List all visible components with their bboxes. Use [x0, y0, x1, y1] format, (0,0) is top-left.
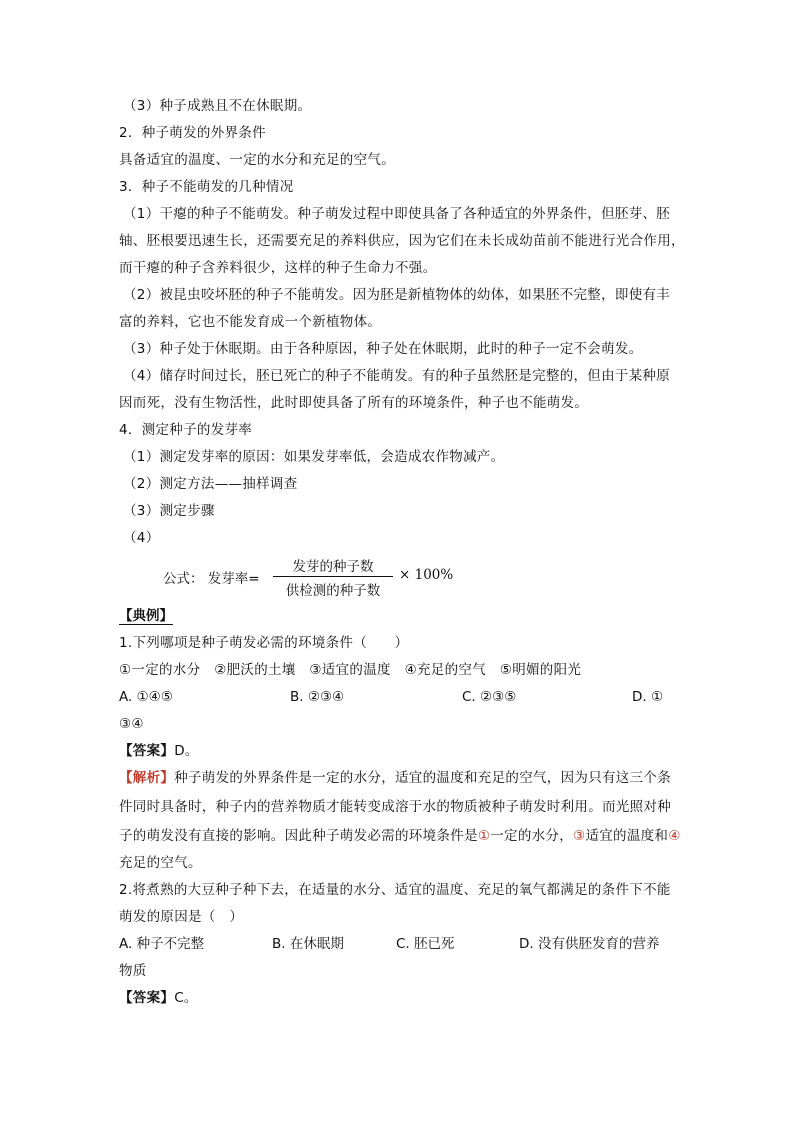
formula-denominator: 供检测的种子数	[285, 583, 381, 599]
question-2-option-c: C. 胚已死	[396, 936, 455, 952]
text-line: 具备适宜的温度、一定的水分和充足的空气。	[119, 152, 395, 168]
question-1-answer	[119, 741, 199, 761]
analysis-marker: ④	[668, 828, 681, 844]
question-2-option-b: B. 在休眠期	[272, 936, 344, 952]
question-1-analysis-line: 充足的空气。	[119, 855, 202, 871]
section-tag-examples	[119, 606, 173, 626]
question-1-analysis-line	[119, 768, 671, 788]
question-1-analysis-line	[119, 826, 681, 846]
text-line: 富的养料，它也不能发育成一个新植物体。	[119, 314, 382, 330]
heading-germination-external-conditions: 2．种子萌发的外界条件	[119, 125, 266, 141]
section-tag-text: 【典例】	[119, 608, 173, 624]
question-2-option-d-continued: 物质	[119, 963, 147, 979]
fraction-bar	[273, 576, 393, 577]
question-2-stem-continued: 萌发的原因是（ ）	[119, 909, 244, 925]
question-1-items: ①一定的水分 ②肥沃的土壤 ③适宜的温度 ④充足的空气 ⑤明媚的阳光	[119, 662, 582, 678]
question-1-option-d: D. ①	[632, 689, 664, 705]
text-line: 而干瘪的种子含养料很少，这样的种子生命力不强。	[119, 260, 437, 276]
analysis-marker: ①	[477, 828, 491, 844]
answer-tag: 【答案】	[119, 743, 175, 759]
question-2-answer	[119, 988, 198, 1008]
text-line: 轴、胚根要迅速生长，还需要充足的养料供应，因为它们在未长成幼苗前不能进行光合作用，	[119, 233, 685, 249]
analysis-text: 适宜的温度和	[585, 828, 669, 844]
text-line: （2）测定方法——抽样调查	[123, 476, 298, 492]
text-line: （3）测定步骤	[123, 503, 215, 519]
question-2-option-d: D. 没有供胚发育的营养	[519, 936, 660, 952]
heading-non-germination-cases: 3．种子不能萌发的几种情况	[119, 179, 294, 195]
text-line: 因而死，没有生物活性，此时即使具备了所有的环境条件，种子也不能萌发。	[119, 395, 589, 411]
formula-label: 公式： 发芽率=	[163, 571, 260, 587]
analysis-marker: ③	[573, 828, 586, 844]
answer-value: D。	[174, 743, 199, 759]
heading-germination-rate: 4．测定种子的发芽率	[119, 422, 253, 438]
formula-numerator: 发芽的种子数	[292, 559, 374, 575]
question-2-stem: 2.将煮熟的大豆种子种下去，在适量的水分、适宜的温度、充足的氧气都满足的条件下不能	[119, 882, 671, 898]
text-line: （4）	[123, 530, 160, 546]
answer-tag: 【答案】	[119, 990, 175, 1006]
question-1-option-d-continued: ③④	[119, 716, 144, 732]
question-1-option-c: C. ②③⑤	[462, 689, 517, 705]
text-line: （4）储存时间过长，胚已死亡的种子不能萌发。有的种子虽然胚是完整的，但由于某种原	[123, 368, 671, 384]
question-1-option-b: B. ②③④	[290, 689, 345, 705]
question-1-option-a: A. ①④⑤	[119, 689, 173, 705]
question-2-option-a: A. 种子不完整	[119, 936, 205, 952]
formula-multiplier: × 100%	[399, 567, 454, 583]
question-1-analysis-line: 件同时具备时，种子内的营养物质才能转变成溶于水的物质被种子萌发时利用。而光照对种	[119, 799, 671, 815]
analysis-text: 一定的水分，	[490, 828, 574, 844]
text-line: （1）干瘪的种子不能萌发。种子萌发过程中即使具备了各种适宜的外界条件，但胚芽、胚	[123, 206, 671, 222]
analysis-text: 子的萌发没有直接的影响。因此种子萌发必需的环境条件是	[119, 828, 478, 844]
question-1-stem: 1.下列哪项是种子萌发必需的环境条件（ ）	[119, 635, 409, 651]
analysis-tag: 【解析】	[119, 770, 175, 786]
text-line: （3）种子处于休眠期。由于各种原因，种子处在休眠期，此时的种子一定不会萌发。	[123, 341, 643, 357]
text-line: （3）种子成熟且不在休眠期。	[123, 98, 312, 114]
text-line: （1）测定发芽率的原因：如果发芽率低，会造成农作物减产。	[123, 449, 505, 465]
answer-value: C。	[174, 990, 198, 1006]
text-line: （2）被昆虫咬坏胚的种子不能萌发。因为胚是新植物体的幼体，如果胚不完整，即使有丰	[123, 287, 671, 303]
analysis-text: 种子萌发的外界条件是一定的水分，适宜的温度和充足的空气，因为只有这三个条	[174, 770, 672, 786]
